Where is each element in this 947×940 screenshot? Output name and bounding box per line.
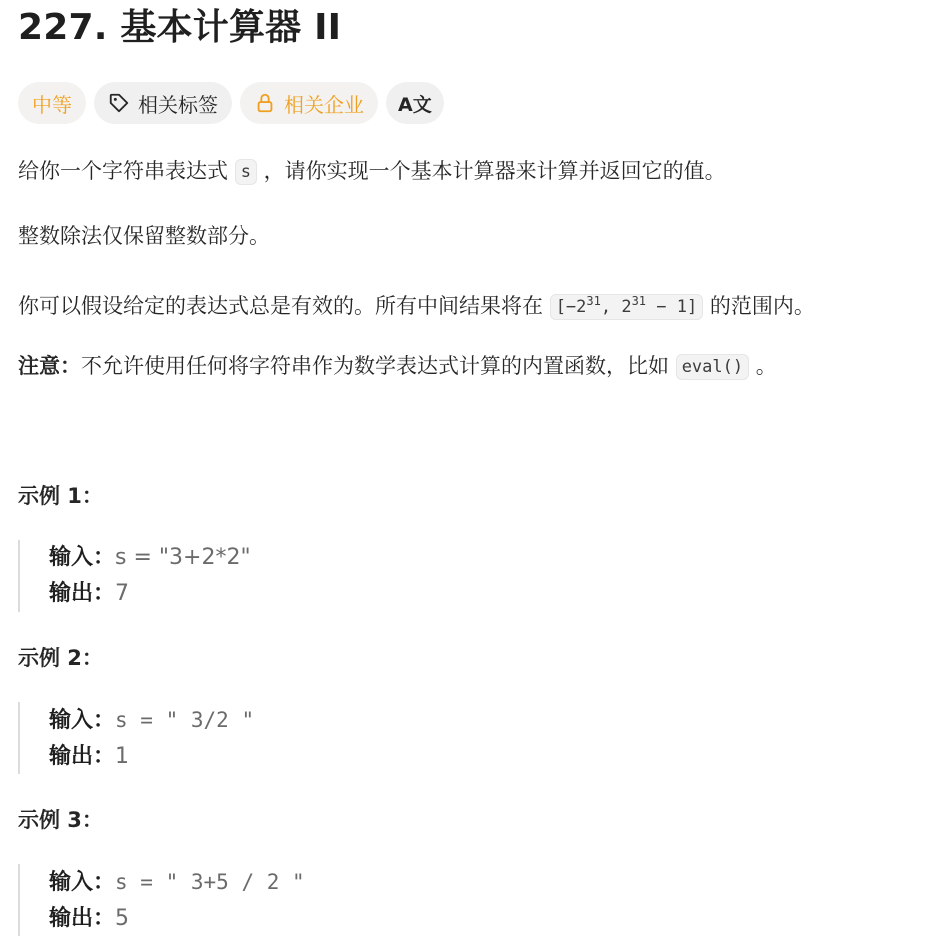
problem-page	[18, 0, 947, 931]
example-output	[49, 576, 251, 612]
exponent: 31	[586, 294, 601, 308]
example-1-title: 示例 1：	[18, 484, 103, 508]
output-label: 输出：	[49, 744, 116, 769]
tag-icon	[108, 92, 130, 114]
translate-button[interactable]	[386, 82, 444, 124]
tag-bar	[18, 82, 947, 124]
example-2-block	[18, 702, 254, 774]
difficulty-label: 中等	[32, 92, 72, 117]
description-paragraph-3	[18, 286, 815, 322]
description-paragraph-1	[18, 156, 726, 187]
inline-code: eval()	[676, 354, 749, 380]
example-output	[49, 739, 254, 775]
example-2-title: 示例 2：	[18, 646, 103, 670]
inline-code: s	[235, 159, 257, 185]
output-label: 输出：	[49, 581, 116, 606]
output-label: 输出：	[49, 906, 116, 931]
text: 给你一个字符串表达式	[18, 159, 235, 183]
note-label: 注意：	[18, 354, 81, 378]
example-1-block	[18, 540, 251, 612]
range-part: , 2	[600, 297, 632, 317]
input-value: s = "3+2*2"	[115, 545, 251, 570]
text: ，请你实现一个基本计算器来计算并返回它的值。	[256, 159, 726, 183]
range-part: [−2	[555, 297, 587, 317]
text: 不允许使用任何将字符串作为数学表达式计算的内置函数，比如	[81, 354, 676, 378]
input-value: s = " 3+5 / 2 "	[115, 870, 305, 894]
input-label: 输入：	[49, 870, 116, 895]
example-input	[49, 540, 251, 576]
range-part: − 1]	[646, 297, 698, 317]
example-3-title: 示例 3：	[18, 808, 103, 832]
description-paragraph-2: 整数除法仅保留整数部分。	[18, 224, 270, 248]
example-input	[49, 702, 254, 739]
lock-icon	[254, 92, 276, 114]
translate-icon: A文	[398, 93, 432, 116]
example-3-block	[18, 864, 305, 936]
related-topics-label: 相关标签	[138, 92, 218, 117]
related-companies-label: 相关企业	[284, 92, 364, 117]
text: 你可以假设给定的表达式总是有效的。所有中间结果将在	[18, 294, 550, 318]
range-code	[550, 294, 704, 320]
exponent: 31	[631, 294, 647, 308]
related-topics-button[interactable]	[94, 82, 232, 124]
difficulty-badge[interactable]	[18, 82, 86, 124]
output-value: 1	[115, 744, 130, 769]
input-label: 输入：	[49, 708, 116, 733]
example-input	[49, 864, 305, 901]
description-paragraph-4	[18, 351, 777, 382]
text: 的范围内。	[703, 294, 815, 318]
input-label: 输入：	[49, 545, 116, 570]
text: 。	[749, 354, 777, 378]
related-companies-button[interactable]	[240, 82, 378, 124]
output-value: 5	[115, 906, 130, 931]
page-title: 227. 基本计算器 II	[18, 7, 342, 48]
example-output	[49, 901, 305, 937]
input-value: s = " 3/2 "	[115, 708, 255, 732]
output-value: 7	[115, 581, 130, 606]
